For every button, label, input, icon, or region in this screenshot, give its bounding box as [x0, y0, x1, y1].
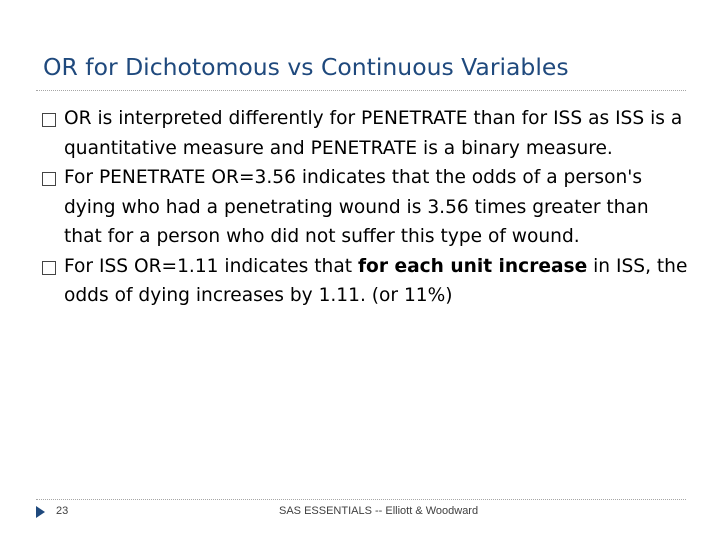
footer-divider	[36, 499, 686, 500]
square-bullet-icon	[42, 113, 56, 127]
bullet-text-run: OR is interpreted differently for PENETRATE than for ISS as ISS is a quantitative measure and PENETRATE is a binary measure.	[64, 108, 683, 159]
footer-text: SAS ESSENTIALS -- Elliott & Woodward	[279, 505, 479, 517]
bullet-text	[64, 256, 687, 307]
page-number: 23	[56, 505, 69, 517]
bullet-text	[64, 108, 682, 159]
bullet-emphasis-text: for each unit increase	[357, 255, 588, 277]
bullet-text	[64, 167, 649, 247]
bullet-item	[40, 252, 690, 311]
bullet-item	[40, 163, 690, 252]
triangle-right-icon	[36, 506, 45, 518]
bullet-item	[40, 104, 690, 163]
bullet-text-run: For PENETRATE OR=3.56 indicates that the odds of a person's dying who had a penetrating wound is 3.56 times greater than that for a person who did not suffer this type of wound.	[64, 167, 649, 247]
square-bullet-icon	[42, 261, 56, 275]
bullet-list	[40, 104, 690, 311]
square-bullet-icon	[42, 172, 56, 186]
bullet-text-run: in ISS, the odds of dying increases by 1.11. (or 11%)	[64, 255, 688, 306]
bullet-text-run: For ISS OR=1.11 indicates that	[64, 255, 358, 277]
title-divider	[36, 90, 686, 91]
slide-title: OR for Dichotomous vs Continuous Variables	[43, 53, 569, 81]
